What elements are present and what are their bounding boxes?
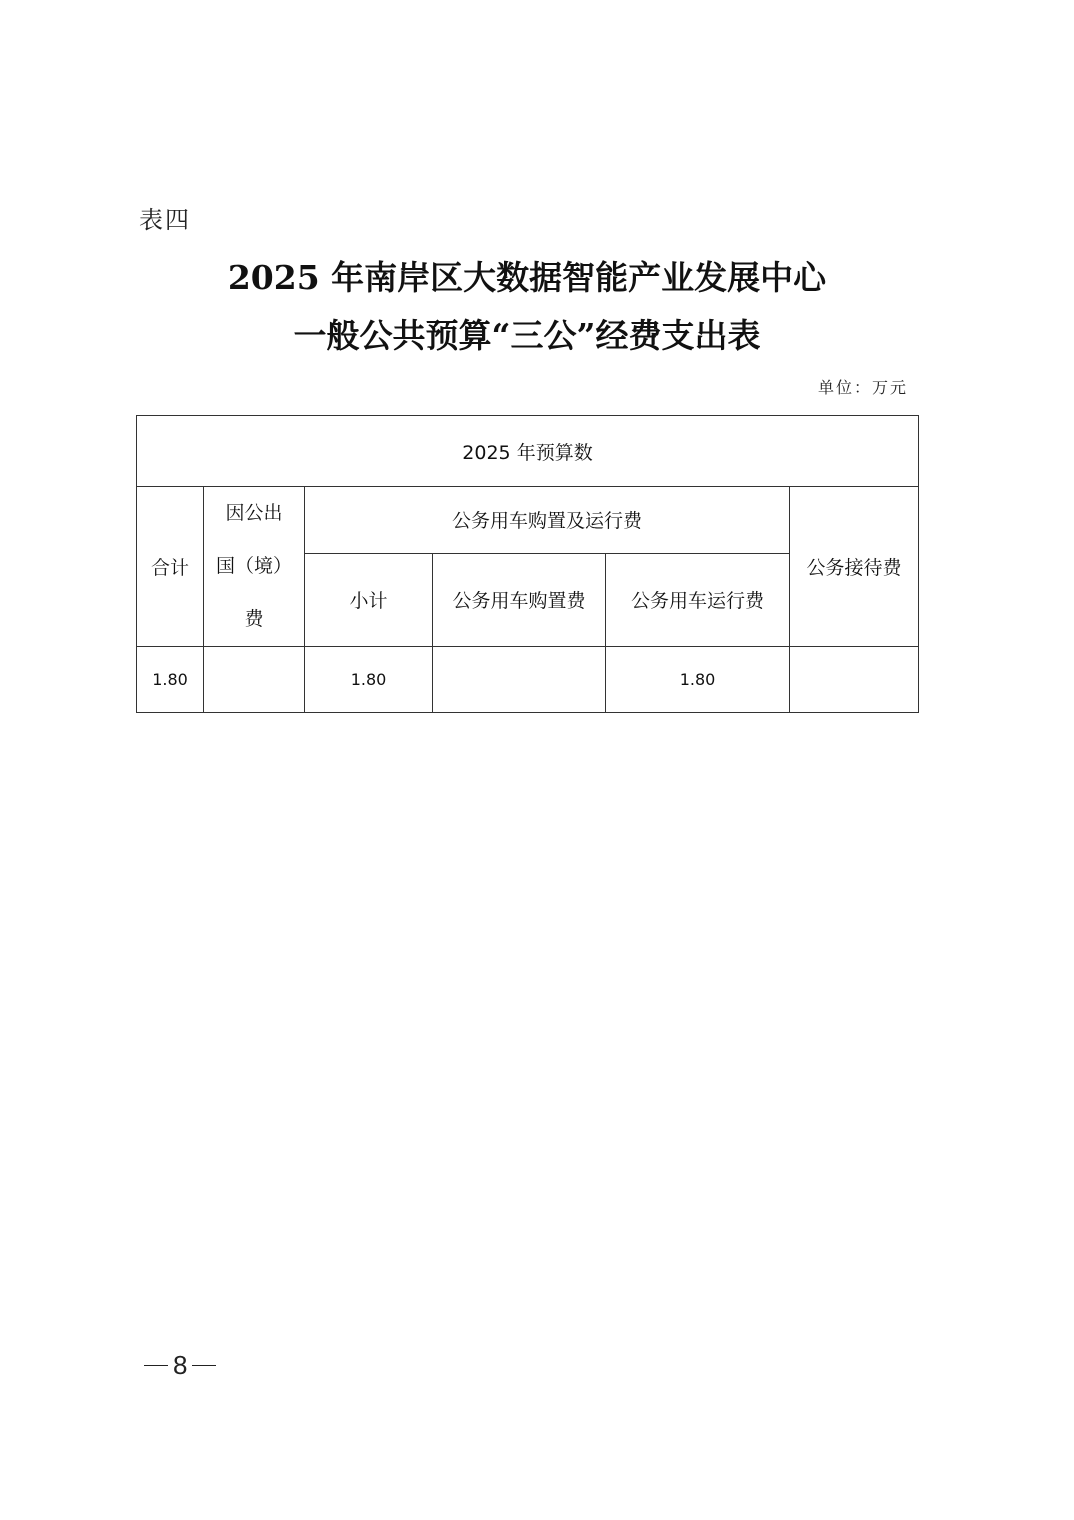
table-label: 表四: [139, 206, 191, 234]
header-overseas-line-1: 因公出: [225, 502, 283, 524]
cell-total: 1.80: [137, 647, 204, 713]
cell-overseas: [204, 647, 305, 713]
table-header-row-year: [137, 416, 919, 487]
budget-table: [136, 415, 919, 713]
header-subtotal: 小计: [305, 553, 433, 646]
header-overseas-line-3: 费: [244, 608, 264, 630]
cell-subtotal: 1.80: [305, 647, 433, 713]
table-row: [137, 647, 919, 713]
page-number: [139, 1350, 221, 1381]
page-number-right-dash: [192, 1365, 216, 1366]
cell-vehicle-operation: 1.80: [606, 647, 790, 713]
header-overseas: [204, 487, 305, 647]
cell-vehicle-purchase: [433, 647, 606, 713]
page-number-left-dash: [144, 1365, 168, 1366]
header-reception: 公务接待费: [790, 487, 919, 647]
page-number-value: 8: [173, 1350, 188, 1380]
document-title-line-1: 2025 年南岸区大数据智能产业发展中心: [227, 258, 827, 297]
header-overseas-line-2: 国（境）: [215, 555, 292, 577]
document-title-line-2: 一般公共预算“三公”经费支出表: [293, 316, 761, 355]
header-total: 合计: [137, 487, 204, 647]
header-vehicle-operation: 公务用车运行费: [606, 553, 790, 646]
unit-label: 单位：万元: [817, 378, 908, 397]
header-vehicle-group: 公务用车购置及运行费: [305, 487, 790, 554]
table-header-row-1: [137, 487, 919, 554]
header-budget-year: 2025 年预算数: [137, 416, 919, 487]
header-vehicle-purchase: 公务用车购置费: [433, 553, 606, 646]
cell-reception: [790, 647, 919, 713]
